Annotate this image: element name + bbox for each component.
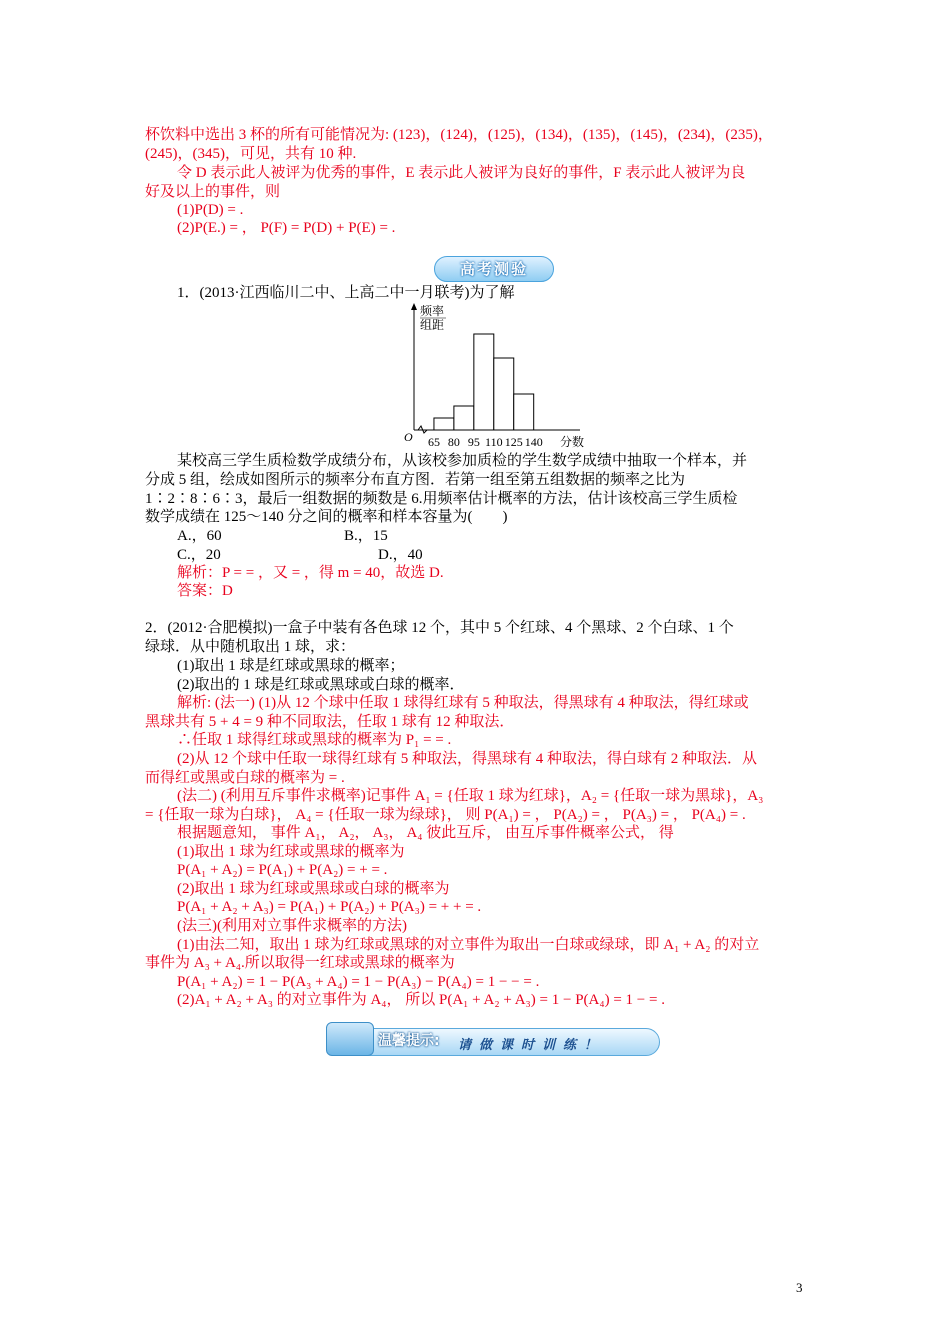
text-line: 好及以上的事件，则 (145, 184, 281, 200)
x-tick-label: 110 (485, 435, 503, 449)
text-line: 令 D 表示此人被评为优秀的事件，E 表示此人被评为良好的事件，F 表示此人被评为良 (177, 165, 746, 181)
text-line: P(A₁ + A₂ + A₃) = P(A₁) + P(A₂) + P(A₃) = + + = . (177, 899, 482, 915)
text-line: (1)由法二知，取出 1 球为红球或黑球的对立事件为取出一白球或绿球，即 A₁ + A₂ 的对立 (177, 937, 760, 953)
x-tick-label: 140 (524, 435, 543, 449)
text-line: (1)取出 1 球是红球或黑球的概率； (177, 658, 405, 674)
x-tick-label: 95 (467, 435, 480, 449)
text-line: 根据题意知， 事件 A₁， A₂， A₃， A₄ 彼此互斥， 由互斥事件概率公式， 得 (177, 825, 674, 841)
option-a: A.，60 (177, 528, 222, 544)
book-icon (326, 1022, 374, 1056)
origin-label: O (404, 430, 413, 444)
text-line: 2．(2012·合肥模拟)一盒子中装有各色球 12 个，其中 5 个红球、4 个黑球、2 个白球、1 个 (145, 620, 734, 636)
text-line: P(A₁ + A₂) = 1 − P(A₃ + A₄) = 1 − P(A₃) − P(A₄) = 1 − − = . (177, 974, 540, 990)
text-line: (245)，(345)，可见，共有 10 种. (145, 146, 357, 162)
text-line: (2)取出的 1 球是红球或黑球或白球的概率． (177, 677, 465, 693)
text-line: 解析: (法一) (1)从 12 个球中任取 1 球得红球有 5 种取法，得黑球有 4 种取法，得红球或 (177, 695, 749, 711)
y-axis-label-bottom: 组距 (420, 318, 445, 332)
text-line: (2)取出 1 球为红球或黑球或白球的概率为 (177, 881, 450, 897)
histogram-bar (434, 418, 454, 430)
text-line: 1∶2∶8∶6∶3，最后一组数据的频数是 6.用频率估计概率的方法，估计该校高三学生质检 (145, 491, 738, 507)
text-line: = {任取一球为白球}， A₄ = {任取一球为绿球}， 则 P(A₁) = ， P(A₂) = ， P(A₃) = ， P(A₄) = . (145, 807, 746, 823)
text-line: 某校高三学生质检数学成绩分布，从该校参加质检的学生数学成绩中抽取一个样本，并 (177, 453, 748, 469)
histogram-chart (400, 300, 590, 450)
text-line: 黑球共有 5 + 4 = 9 种不同取法，任取 1 球有 12 种取法． (145, 714, 515, 730)
y-axis-label-top: 频率 (420, 304, 445, 318)
tip-heading: 温馨提示: (378, 1033, 440, 1049)
text-line: (1)P(D) = . (177, 202, 244, 218)
text-line: (1)取出 1 球为红球或黑球的概率为 (177, 844, 405, 860)
section-banner: 高考测验 (434, 256, 554, 282)
y-axis-arrow (411, 303, 417, 310)
text-line: (法二) (利用互斥事件求概率)记事件 A₁ = {任取 1 球为红球}，A₂ = {任取一球为黑球}，A₃ (177, 788, 764, 804)
x-tick-label: 65 (427, 435, 440, 449)
text-line: 事件为 A₃ + A₄.所以取得一红球或黑球的概率为 (145, 955, 455, 971)
text-line: (2)从 12 个球中任取一球得红球有 5 种取法，得黑球有 4 种取法，得白球有 2 种取法．从 (177, 751, 757, 767)
histogram-bar (514, 394, 534, 430)
histogram-bar (474, 334, 494, 430)
tip-body: 请做课时训练！ (458, 1038, 606, 1053)
text-line: 绿球．从中随机取出 1 球，求： (145, 639, 356, 655)
text-line: 数学成绩在 125～140 分之间的概率和样本容量为( ) (145, 509, 508, 525)
text-line: P(A₁ + A₂) = P(A₁) + P(A₂) = + = . (177, 862, 388, 878)
text-line: (法三)(利用对立事件求概率的方法) (177, 918, 407, 934)
option-b: B.，15 (344, 528, 388, 544)
analysis-text: 解析：P = = ，又 = ，得 m = 40，故选 D. (177, 565, 444, 581)
text-line: (2)A₁ + A₂ + A₃ 的对立事件为 A₄， 所以 P(A₁ + A₂ + A₃) = 1 − P(A₄) = 1 − = . (177, 992, 665, 1008)
option-c: C.，20 (177, 547, 221, 563)
text-line: 分成 5 组，绘成如图所示的频率分布直方图．若第一组至第五组数据的频率之比为 (145, 472, 686, 488)
option-d: D.，40 (378, 547, 423, 563)
x-axis-label: 分数 (560, 435, 585, 449)
text-line: 而得红或黑或白球的概率为 = . (145, 770, 345, 786)
tip-banner (326, 1022, 660, 1058)
text-line: ∴任取 1 球得红球或黑球的概率为 P₁ = = . (177, 732, 452, 748)
histogram-bar (494, 358, 514, 430)
answer-text: 答案：D (177, 583, 233, 599)
x-tick-label: 125 (504, 435, 523, 449)
text-line: 杯饮料中选出 3 杯的所有可能情况为: (123)，(124)，(125)，(134)，(135)，(145)，(234)，(235)， (145, 127, 773, 143)
histogram-bar (454, 406, 474, 430)
page-number: 3 (796, 1280, 803, 1295)
x-tick-label: 80 (447, 435, 460, 449)
text-line: (2)P(E.) = ， P(F) = P(D) + P(E) = . (177, 220, 396, 236)
question-heading: 1．(2013·江西临川二中、上高二中一月联考)为了解 (177, 285, 515, 301)
